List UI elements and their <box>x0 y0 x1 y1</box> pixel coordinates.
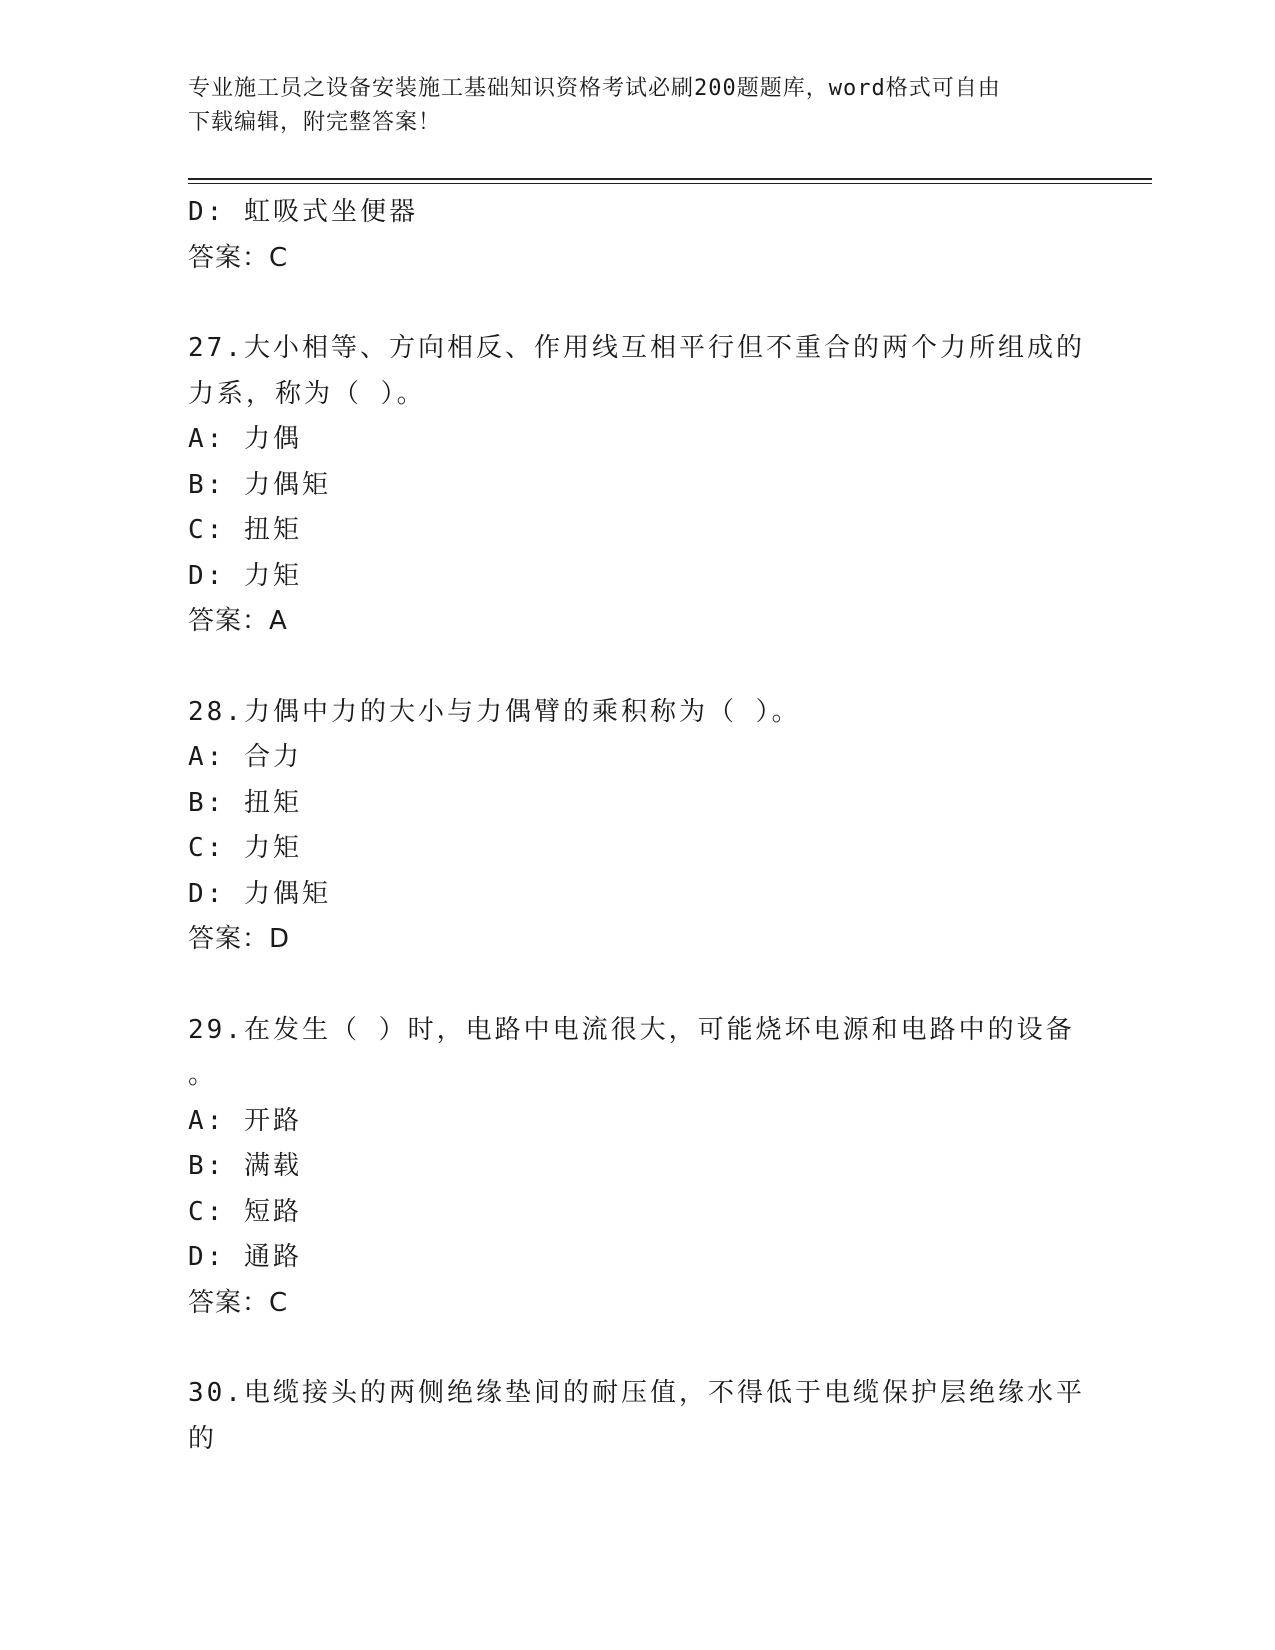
question-stem: 29.在发生（ ）时，电路中电流很大，可能烧坏电源和电路中的设备 <box>188 1014 1075 1045</box>
header-line-1: 专业施工员之设备安装施工基础知识资格考试必刷200题题库，word格式可自由 <box>188 76 1001 101</box>
question-29 <box>188 1008 1088 1327</box>
header-divider-thin <box>188 183 1152 184</box>
document-header <box>188 72 1068 140</box>
option-d: D: 通路 <box>188 1242 302 1272</box>
option-b: B: 力偶矩 <box>188 469 331 500</box>
header-divider-thick <box>188 178 1152 180</box>
option-c: C: 力矩 <box>188 833 302 863</box>
question-stem: 28.力偶中力的大小与力偶臂的乘积称为（ ）。 <box>188 696 801 727</box>
question-30 <box>188 1371 1088 1462</box>
answer: 答案：C <box>188 1287 289 1318</box>
header-line-2: 下载编辑，附完整答案！ <box>188 110 442 135</box>
option-d: D: 力矩 <box>188 560 302 591</box>
question-stem: 27.大小相等、方向相反、作用线互相平行但不重合的两个力所组成的 <box>188 333 1085 363</box>
question-28 <box>188 690 1088 963</box>
option-c: C: 扭矩 <box>188 515 302 545</box>
answer: 答案：C <box>188 242 289 273</box>
answer: 答案：D <box>188 924 291 954</box>
previous-question-tail <box>188 190 1088 281</box>
answer: 答案：A <box>188 606 288 636</box>
question-27 <box>188 326 1088 645</box>
option-b: B: 满载 <box>188 1151 302 1181</box>
option-d: D: 力偶矩 <box>188 878 331 909</box>
option-a: A: 开路 <box>188 1105 302 1136</box>
question-stem-cont: 力系，称为（ ）。 <box>188 378 426 409</box>
question-stem-cont: 。 <box>188 1060 218 1090</box>
document-body <box>188 190 1088 1462</box>
option-d: D: 虹吸式坐便器 <box>188 197 418 227</box>
option-a: A: 合力 <box>188 742 302 772</box>
question-stem-cont: 的 <box>188 1423 218 1454</box>
option-b: B: 扭矩 <box>188 787 302 818</box>
option-a: A: 力偶 <box>188 424 302 454</box>
question-stem: 30.电缆接头的两侧绝缘垫间的耐压值，不得低于电缆保护层绝缘水平 <box>188 1378 1085 1408</box>
option-c: C: 短路 <box>188 1196 302 1227</box>
